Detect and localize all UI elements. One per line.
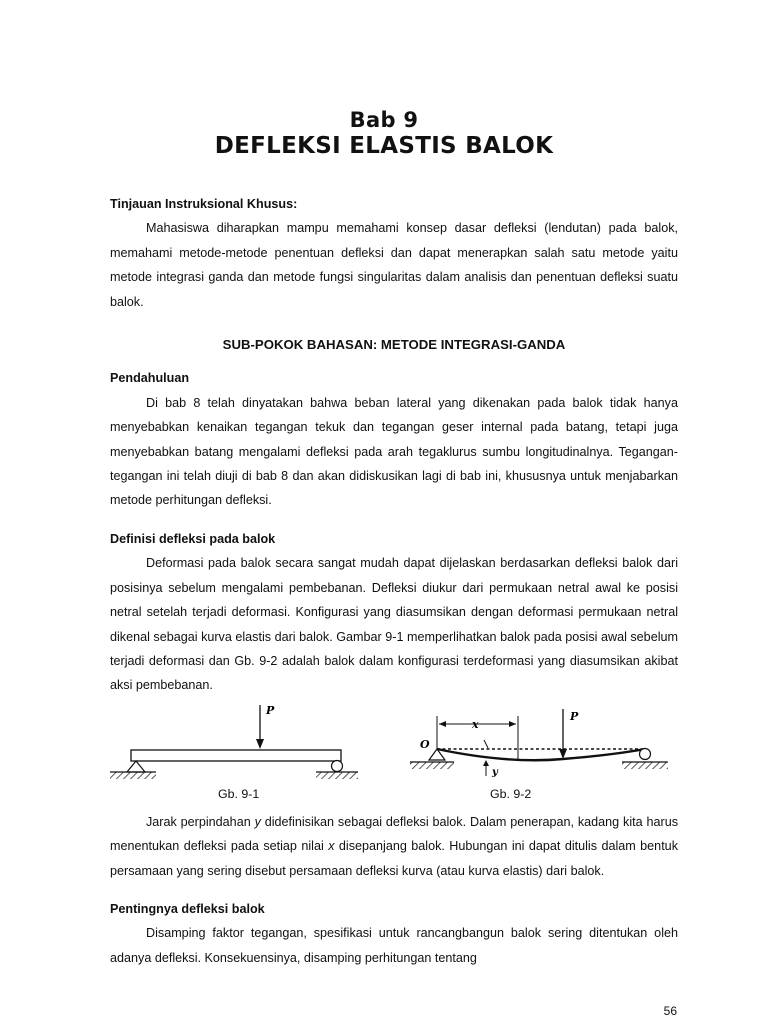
ground-hatch-right bbox=[316, 772, 358, 779]
ground-hatch-left bbox=[410, 762, 454, 769]
subtopic-heading: SUB-POKOK BAHASAN: METODE INTEGRASI-GANDA bbox=[222, 337, 566, 353]
variable-y: y bbox=[254, 814, 261, 829]
importance-paragraph: Disamping faktor tegangan, spesifikasi untuk rancangbangun balok sering ditentukan oleh adanya defleksi. Konsekuensinya, disamping perhitungan tentang bbox=[110, 926, 678, 965]
objective-paragraph: Mahasiswa diharapkan mampu memahami konsep dasar defleksi (lendutan) pada balok, memahami metode-metode penentuan defleksi dan dapat menerapkan salah satu metode yaitu metode integrasi ganda dan metode fungsi singularitas dalam analisis dan penentuan defleksi suatu balok. bbox=[110, 221, 678, 309]
figures-row bbox=[110, 702, 678, 806]
importance-heading: Pentingnya defleksi balok bbox=[110, 901, 265, 916]
displacement-text-2: didefinisikan sebagai defleksi balok. Dalam penerapan, kadang kita harus menentukan defleksi pada setiap nilai bbox=[110, 814, 678, 854]
displacement-text-1: Jarak perpindahan bbox=[146, 814, 255, 829]
chapter-title: DEFLEKSI ELASTIS BALOK bbox=[214, 133, 554, 159]
variable-x: x bbox=[328, 839, 335, 854]
elastic-curve bbox=[437, 749, 645, 760]
page-body bbox=[110, 192, 678, 970]
displacement-text-3: disepanjang balok. Hubungan ini dapat ditulis dalam bentuk persamaan yang sering disebut persamaan defleksi kurva (atau kurva elastis) dari balok. bbox=[110, 839, 678, 878]
beam-rectangle bbox=[131, 750, 341, 761]
chapter-number: Bab 9 bbox=[349, 108, 419, 132]
figure-9-1-beam-diagram bbox=[108, 702, 358, 784]
definition-paragraph: Deformasi pada balok secara sangat mudah dapat dijelaskan berdasarkan defleksi balok dari posisinya sebelum mengalami pembebanan. Defleksi diukur dari permukaan netral awal ke posisi netral setelah terjadi deformasi. Konfigurasi yang diasumsikan dengan deformasi permukaan netral dikenal sebagai kurva elastis dari balok. Gambar 9-1 memperlihatkan balok pada posisi awal sebelum terjadi deformasi dan Gb. 9-2 adalah balok dalam konfigurasi terdeformasi yang diasumsikan akibat aksi pembebanan. bbox=[110, 556, 678, 693]
ground-hatch-right bbox=[622, 762, 668, 769]
objective-heading: Tinjauan Instruksional Khusus: bbox=[110, 197, 298, 211]
pin-support bbox=[127, 761, 145, 772]
page-number: 56 bbox=[663, 1004, 677, 1018]
figure-9-1-caption: Gb. 9-1 bbox=[218, 786, 260, 801]
load-label: P bbox=[570, 709, 579, 723]
introduction-paragraph: Di bab 8 telah dinyatakan bahwa beban lateral yang dikenakan pada balok tidak hanya menyebabkan kenaikan tegangan tekuk dan tegangan geser internal pada batang, tetapi juga menyebabkan batang mengalami defleksi pada arah tegaklurus sumbu longitudinalnya. Tegangan-tegangan ini telah diuji di bab 8 dan akan didiskusikan lagi di bab ini, khususnya untuk menjabarkan metode perhitungan defleksi. bbox=[110, 395, 678, 508]
displacement-paragraph bbox=[110, 810, 678, 883]
figure-9-2-deflected-beam-diagram bbox=[408, 702, 670, 784]
load-arrow-head bbox=[256, 739, 264, 749]
figure-9-2-caption: Gb. 9-2 bbox=[490, 786, 532, 801]
origin-label: O bbox=[420, 737, 430, 751]
introduction-heading: Pendahuluan bbox=[110, 371, 190, 386]
load-arrow-head bbox=[559, 749, 567, 759]
y-label: y bbox=[492, 766, 498, 778]
load-label: P bbox=[266, 703, 275, 717]
ground-hatch-left bbox=[110, 772, 156, 779]
definition-heading: Definisi defleksi pada balok bbox=[110, 531, 276, 546]
x-label: x bbox=[472, 717, 479, 731]
roller-support bbox=[332, 760, 343, 771]
roller-support bbox=[640, 748, 651, 759]
